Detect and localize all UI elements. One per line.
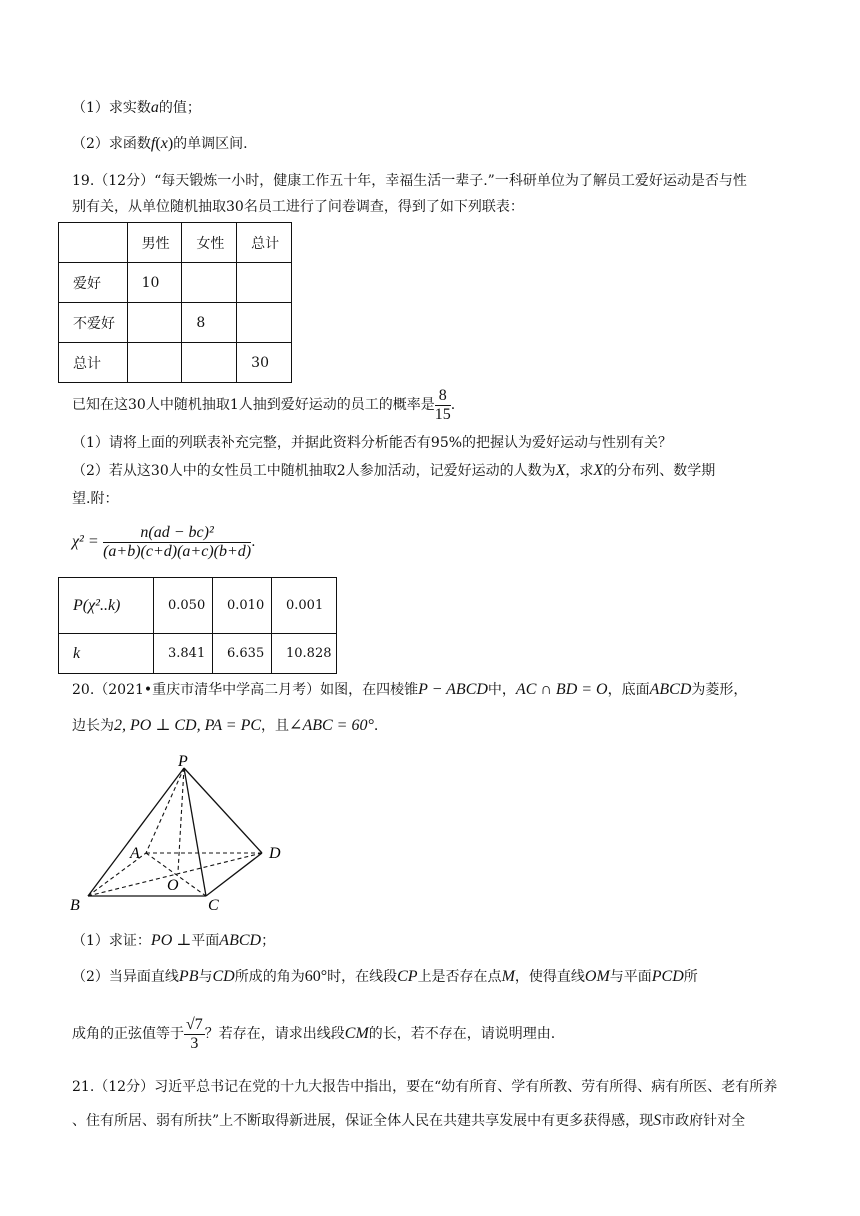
label-C: C (208, 897, 219, 914)
table-header-cell: 女性 (182, 223, 237, 263)
contingency-table (58, 222, 292, 383)
table-header-cell: 男性 (127, 223, 182, 263)
table-row (59, 634, 337, 674)
table-header-cell (59, 223, 128, 263)
label-O: O (167, 877, 179, 894)
sine-fraction: $\frac{√7}{3}$ (186, 1015, 203, 1052)
q19-part2: （2）若从这30人中的女性员工中随机抽取2人参加活动，记爱好运动的人数为X，求X的分布列、数学期 (72, 462, 716, 479)
table-cell: 爱好 (59, 263, 128, 303)
q20-part2: （2）当异面直线PB与CD所成的角为60°时，在线段CP上是否存在点M，使得直线OM与平面PCD所 (72, 968, 698, 985)
table-row (59, 343, 292, 383)
q21-line2: 、住有所居、弱有所扶”上不断取得新进展，保证全体人民在共建共享发展中有更多获得感，现S市政府针对全 (72, 1112, 746, 1129)
table-cell (127, 343, 182, 383)
edge-PC (184, 768, 206, 896)
q19-probability-line: 已知在这30人中随机抽取1人抽到爱好运动的员工的概率是 $\frac{8}{15}$ . (72, 386, 456, 423)
table-cell: 0.001 (272, 578, 337, 634)
table-cell (182, 263, 237, 303)
table-cell (237, 263, 292, 303)
label-D: D (269, 845, 281, 862)
table-cell: 不爱好 (59, 303, 128, 343)
label-A: A (130, 845, 140, 862)
label-B: B (70, 897, 80, 914)
chi-square-fraction: $\frac{\text{n(ad − bc)²}}{(a+b)(c+d)(a+c)(b+d)}$ (103, 523, 252, 560)
table-row (59, 303, 292, 343)
table-row (59, 263, 292, 303)
table-cell (237, 303, 292, 343)
q19-intro-line2: 别有关，从单位随机抽取30名员工进行了问卷调查，得到了如下列联表： (72, 199, 524, 215)
table-cell: 30 (237, 343, 292, 383)
table-cell (182, 343, 237, 383)
q20-part1: （1）求证：PO ⊥平面ABCD； (72, 932, 276, 949)
table-cell: 6.635 (213, 634, 272, 674)
edge-PD (184, 768, 262, 853)
table-cell: 0.010 (213, 578, 272, 634)
q19-part2-cont: 望.附： (72, 491, 119, 507)
chi-square-formula: χ² = $\frac{\text{n(ad − bc)²}}{(a+b)(c+d)(a+c)(b+d)}$ . (72, 523, 256, 560)
table-cell: 10 (127, 263, 182, 303)
table-cell: 10.828 (272, 634, 337, 674)
table-header-row (59, 223, 292, 263)
table-cell: k (59, 634, 154, 674)
table-cell: 0.050 (154, 578, 213, 634)
q18-part2: （2）求函数f(x)的单调区间. (72, 135, 248, 152)
q19-intro-line1: 19.（12分）“每天锻炼一小时，健康工作五十年，幸福生活一辈子.”一科研单位为了解员工爱好运动是否与性 (72, 173, 747, 189)
table-cell: 总计 (59, 343, 128, 383)
pyramid-figure (66, 752, 296, 914)
q20-part2-cont: 成角的正弦值等于 $\frac{√7}{3}$ ？若存在，请求出线段CM的长，若不存在，请说明理由. (72, 1015, 556, 1052)
table-cell: 8 (182, 303, 237, 343)
q18-part1: （1）求实数a的值； (72, 99, 201, 116)
table-row (59, 578, 337, 634)
q21-line1: 21.（12分）习近平总书记在党的十九大报告中指出，要在“幼有所育、学有所教、劳有所得、病有所医、老有所养 (72, 1079, 778, 1095)
label-P: P (178, 753, 188, 770)
critical-value-table (58, 577, 337, 674)
q19-part1: （1）请将上面的列联表补充完整，并据此资料分析能否有95%的把握认为爱好运动与性别有关？ (72, 435, 673, 451)
q20-line2: 边长为2, PO ⊥ CD, PA = PC，且∠ABC = 60°. (72, 717, 379, 734)
table-header-cell: 总计 (237, 223, 292, 263)
probability-fraction: $\frac{8}{15}$ (434, 386, 451, 423)
table-cell (127, 303, 182, 343)
segment-PO (178, 768, 184, 872)
table-cell: 3.841 (154, 634, 213, 674)
table-cell: P(χ²..k) (59, 578, 154, 634)
q20-line1: 20.（2021•重庆市清华中学高二月考）如图，在四棱锥P − ABCD中，AC ∩ BD = O，底面ABCD为菱形， (72, 681, 748, 698)
